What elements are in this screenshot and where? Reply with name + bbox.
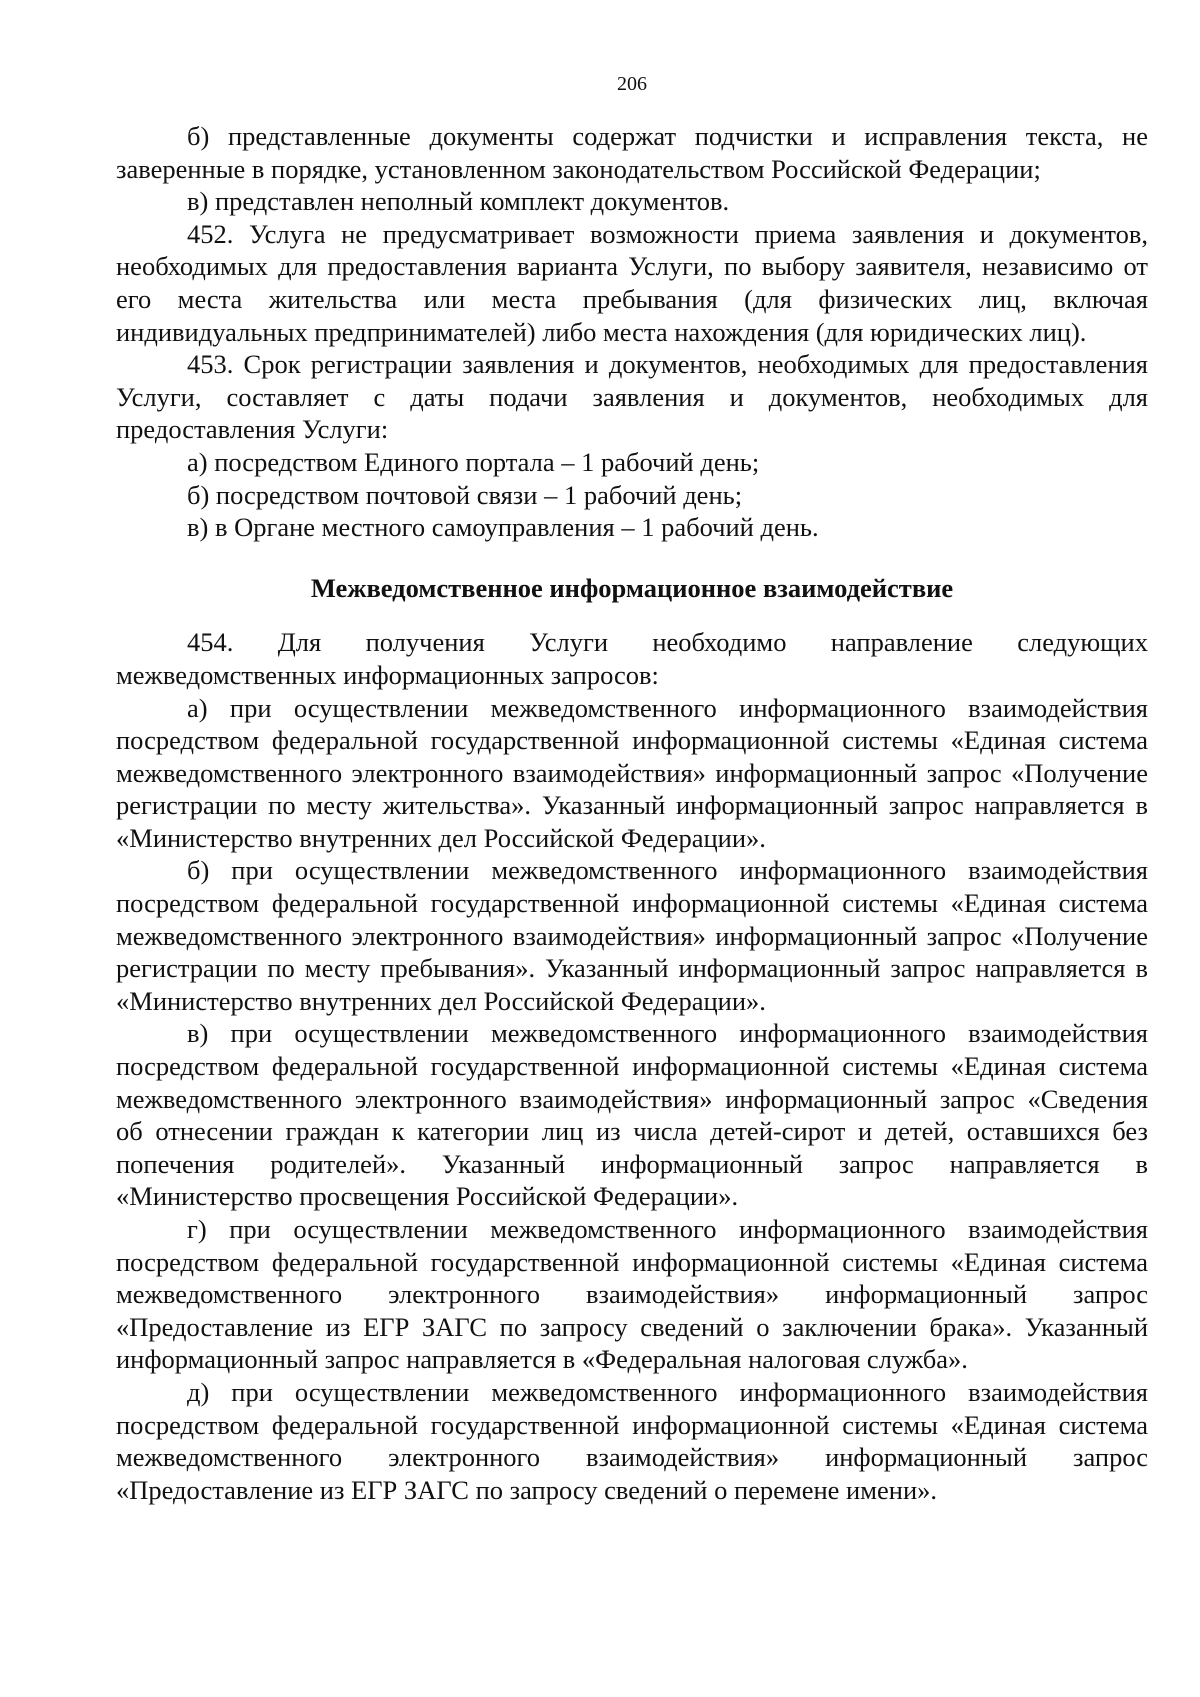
page-number: 206 xyxy=(617,73,647,95)
paragraph-453: 453. Срок регистрации заявления и документов, необходимых для предоставления Услуги, составляет с даты подачи заявления и документов, необходимых для предоставления Услуги: xyxy=(116,349,1148,445)
paragraph-453-item-a: а) посредством Единого портала – 1 рабочий день; xyxy=(187,446,760,477)
paragraph-454-item-g: г) при осуществлении межведомственного информационного взаимодействия посредством федеральной государственной информационной системы «Единая система межведомственного электронного взаимодействия» информационный запрос «Предоставление из ЕГР ЗАГС по запросу сведений о заключении брака». Указанный информационный запрос направляется в «Федеральная налоговая служба». xyxy=(116,1214,1148,1375)
paragraph-453-item-v: в) в Органе местного самоуправления – 1 рабочий день. xyxy=(187,512,819,543)
paragraph-454-item-d: д) при осуществлении межведомственного информационного взаимодействия посредством федеральной государственной информационной системы «Единая система межведомственного электронного взаимодействия» информационный запрос «Предоставление из ЕГР ЗАГС по запросу сведений о перемене имени». xyxy=(116,1376,1148,1505)
paragraph-454-item-b: б) при осуществлении межведомственного информационного взаимодействия посредством федеральной государственной информационной системы «Единая система межведомственного электронного взаимодействия» информационный запрос «Получение регистрации по месту пребывания». Указанный информационный запрос направляется в «Министерство внутренних дел Российской Федерации». xyxy=(116,855,1148,1016)
document-body xyxy=(116,120,1148,1506)
section-heading: Межведомственное информационное взаимодействие xyxy=(310,572,954,603)
paragraph-454-item-v: в) при осуществлении межведомственного информационного взаимодействия посредством федеральной государственной информационной системы «Единая система межведомственного электронного взаимодействия» информационный запрос «Сведения об отнесении граждан к категории лиц из числа детей-сирот и детей, оставшихся без попечения родителей». Указанный информационный запрос направляется в «Министерство просвещения Российской Федерации». xyxy=(116,1018,1148,1212)
paragraph-453-item-b: б) посредством почтовой связи – 1 рабочий день; xyxy=(187,479,743,510)
paragraph-454: 454. Для получения Услуги необходимо направление следующих межведомственных информационных запросов: xyxy=(116,627,1148,690)
paragraph-454-item-a: а) при осуществлении межведомственного информационного взаимодействия посредством федеральной государственной информационной системы «Единая система межведомственного электронного взаимодействия» информационный запрос «Получение регистрации по месту жительства». Указанный информационный запрос направляется в «Министерство внутренних дел Российской Федерации». xyxy=(116,692,1148,853)
paragraph-item-v-incomplete-set: в) представлен неполный комплект документов. xyxy=(187,186,730,217)
paragraph-452: 452. Услуга не предусматривает возможности приема заявления и документов, необходимых для предоставления варианта Услуги, по выбору заявителя, независимо от его места жительства или места пребывания (для физических лиц, включая индивидуальных предпринимателей) либо места нахождения (для юридических лиц). xyxy=(116,218,1148,347)
paragraph-item-b-corrections: б) представленные документы содержат подчистки и исправления текста, не заверенные в порядке, установленном законодательством Российской Федерации; xyxy=(116,121,1148,184)
